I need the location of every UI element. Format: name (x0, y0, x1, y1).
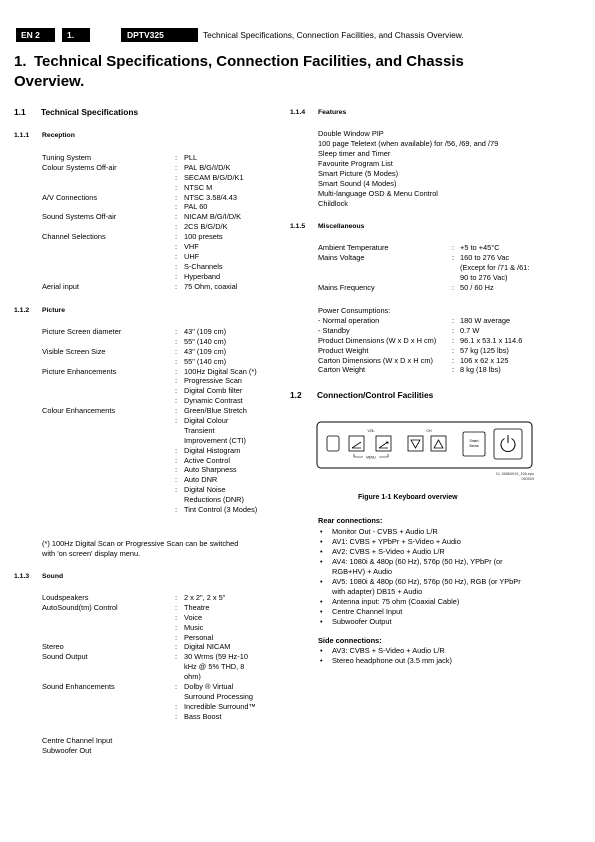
spec-value: 50 / 60 Hz (460, 282, 494, 292)
spec-value: Bass Boost (184, 711, 222, 721)
spec-label: Stereo (42, 642, 64, 652)
spec-row (42, 347, 257, 357)
spec-label (42, 272, 175, 282)
spec-colon: : (175, 701, 178, 711)
spec-row (42, 173, 244, 183)
spec-row (318, 365, 522, 375)
spec-value: 43" (109 cm) (184, 327, 227, 336)
spec-label: Tuning System (42, 153, 92, 162)
spec-label: - Normal operation (318, 316, 380, 325)
spec-row (318, 273, 529, 283)
spec-colon: : (175, 632, 178, 642)
spec-label (42, 623, 175, 633)
connection-item: • Centre Channel Input (318, 607, 521, 617)
spec-value: UHF (184, 251, 200, 261)
spec-value: Auto DNR (184, 475, 218, 485)
spec-colon: : (452, 325, 455, 335)
section-heading-1-1: 1.1 Technical Specifications (14, 107, 139, 117)
misc-spec-table (318, 243, 529, 292)
connection-item: • Stereo headphone out (3.5 mm jack) (318, 656, 452, 666)
title-line-2: Overview. (14, 73, 85, 90)
heading-sound: 1.1.3 Sound (14, 573, 64, 580)
spec-row (318, 336, 522, 346)
spec-colon: : (175, 455, 178, 465)
picture-spec-table (42, 327, 257, 515)
channel-down-button[interactable] (408, 436, 423, 451)
spec-colon: : (175, 366, 178, 376)
features-list (318, 129, 498, 209)
spec-label (42, 222, 175, 232)
spec-colon: : (452, 355, 455, 365)
spec-value: Theatre (184, 602, 210, 612)
spec-row (42, 376, 257, 386)
spec-label: Channel Selections (42, 232, 106, 242)
spec-row (42, 505, 257, 515)
spec-colon: : (175, 711, 178, 721)
spec-value: 55" (140 cm) (184, 336, 227, 346)
spec-row (42, 652, 256, 662)
spec-label: Ambient Temperature (318, 243, 389, 252)
spec-label (42, 456, 175, 466)
title-number: 1. (14, 53, 27, 70)
spec-value: 106 x 62 x 125 (460, 355, 509, 365)
power-consumption-title: Power Consumptions: (318, 306, 391, 315)
svg-text:Sense: Sense (469, 444, 479, 448)
picture-footnote: (*) 100Hz Digital Scan or Progressive Scan can be switched with 'on screen' display menu. (42, 539, 239, 558)
spec-colon: : (175, 232, 178, 242)
spec-row (318, 346, 522, 356)
spec-colon: : (452, 243, 455, 252)
spec-colon: : (175, 642, 178, 652)
spec-label: Carton Weight (318, 365, 366, 375)
spec-value: 43" (109 cm) (184, 346, 227, 356)
spec-value: Improvement (CTI) (184, 435, 247, 445)
figure-code: CL 36860019_106.eps 040903 (495, 472, 534, 481)
sound-extra: Centre Channel Input Subwoofer Out (42, 736, 113, 755)
spec-row (42, 396, 257, 406)
spec-label (42, 712, 175, 722)
page-number-box: EN 2 (16, 28, 55, 42)
spec-row (42, 367, 257, 377)
spec-row (42, 202, 244, 212)
heading-misc: 1.1.5 Miscellaneous (290, 223, 365, 230)
spec-value: 8 kg (18 lbs) (460, 365, 501, 375)
spec-label: Sound Systems Off-air (42, 212, 117, 222)
spec-row (42, 613, 256, 623)
spec-colon: : (175, 192, 178, 202)
heading-reception: 1.1.1 Reception (14, 132, 75, 139)
spec-colon: : (175, 485, 178, 495)
spec-row (42, 222, 244, 232)
spec-colon: : (175, 652, 178, 662)
spec-row (42, 282, 244, 292)
rear-connections-title: Rear connections: (318, 516, 383, 525)
spec-label: Colour Enhancements (42, 406, 116, 416)
spec-label: A/V Connections (42, 192, 98, 202)
spec-colon: : (452, 282, 455, 292)
spec-value: NICAM B/G/I/D/K (184, 212, 242, 222)
spec-colon: : (175, 612, 178, 622)
feature-item: Smart Sound (4 Modes) (318, 179, 397, 188)
spec-colon: : (452, 316, 455, 325)
spec-value: Progressive Scan (184, 376, 242, 386)
spec-value: Hyperband (184, 271, 221, 281)
spec-value: +5 to +45°C (460, 243, 500, 252)
spec-label (42, 386, 175, 396)
spec-value: VHF (184, 242, 199, 252)
spec-value: Digital Noise (184, 485, 226, 495)
spec-label: Colour Systems Off-air (42, 162, 117, 172)
spec-value: 180 W average (460, 316, 511, 325)
spec-colon: : (175, 445, 178, 455)
spec-label (318, 263, 452, 273)
spec-row (42, 446, 257, 456)
spec-row (42, 153, 244, 163)
spec-row (318, 263, 529, 273)
volume-up-button[interactable] (376, 436, 391, 451)
smart-sense-button[interactable] (463, 432, 485, 456)
spec-row (318, 316, 522, 326)
connection-item: • Subwoofer Output (318, 617, 521, 627)
spec-value: 90 to 276 Vac) (460, 272, 508, 282)
spec-label (42, 183, 175, 193)
connection-item: • AV2: CVBS + S-Video + Audio L/R (318, 547, 521, 557)
spec-colon: : (175, 261, 178, 271)
sound-spec-table (42, 593, 256, 722)
spec-label: Picture Screen diameter (42, 327, 122, 336)
spec-colon: : (175, 172, 178, 182)
spec-label (42, 446, 175, 456)
spec-value: Digital Comb filter (184, 386, 243, 396)
power-spec-table (318, 316, 522, 375)
spec-label: Product Dimensions (W x D x H cm) (318, 335, 437, 345)
spec-row (42, 262, 244, 272)
spec-colon: : (175, 406, 178, 416)
spec-row (42, 672, 256, 682)
spec-label (42, 662, 175, 672)
spec-value: 0.7 W (460, 325, 480, 335)
spec-row (42, 406, 257, 416)
spec-label: AutoSound(tm) Control (42, 602, 118, 612)
spec-label (42, 242, 175, 252)
spec-label: Mains Voltage (318, 252, 365, 262)
spec-label (42, 376, 175, 386)
spec-label (42, 357, 175, 367)
spec-row (42, 163, 244, 173)
spec-row (42, 327, 257, 337)
spec-label (42, 505, 175, 515)
spec-colon (175, 662, 184, 672)
power-button[interactable] (494, 429, 522, 459)
spec-row (42, 436, 257, 446)
spec-row (42, 232, 244, 242)
spec-value: 160 to 276 Vac (460, 252, 510, 262)
spec-row (42, 633, 256, 643)
spec-colon: : (175, 465, 178, 475)
feature-item: Double Window PIP (318, 129, 384, 138)
spec-value: NTSC 3.58/4.43 (184, 192, 237, 202)
spec-label (42, 465, 175, 475)
spec-label (42, 426, 175, 436)
figure-caption: Figure 1-1 Keyboard overview (358, 494, 458, 501)
spec-label: Sound Output (42, 652, 88, 662)
connection-item: • AV4: 1080i & 480p (60 Hz), 576p (50 Hz), YPbPr (or RGB+HV) + Audio (318, 557, 521, 577)
spec-value: Auto Sharpness (184, 465, 237, 475)
spec-colon: : (175, 376, 178, 386)
spec-value: Transient (184, 425, 215, 435)
spec-value: Active Control (184, 455, 231, 465)
spec-colon: : (175, 386, 178, 396)
spec-row (42, 456, 257, 466)
menu-label: MENU (366, 455, 376, 460)
connection-item: • AV3: CVBS + S-Video + Audio L/R (318, 646, 452, 656)
spec-colon: : (175, 396, 178, 406)
spec-label: Sound Enhancements (42, 682, 115, 692)
spec-row (42, 272, 244, 282)
spec-label: Picture Enhancements (42, 366, 117, 376)
spec-label: Aerial input (42, 281, 79, 291)
spec-label: Visible Screen Size (42, 346, 106, 356)
spec-value: Music (184, 622, 204, 632)
spec-row (42, 193, 244, 203)
feature-item: Multi-language OSD & Menu Control (318, 189, 438, 198)
spec-colon: : (175, 327, 178, 336)
spec-value: 96.1 x 53.1 x 114.6 (460, 335, 523, 345)
spec-label (42, 202, 175, 212)
spec-row (42, 426, 257, 436)
spec-value: Incredible Surround™ (184, 701, 256, 711)
spec-label (42, 252, 175, 262)
spec-colon: : (175, 182, 178, 192)
feature-item: Sleep timer and Timer (318, 149, 391, 158)
spec-colon (175, 672, 184, 682)
spec-label (42, 485, 175, 495)
spec-value: Digital Colour (184, 416, 229, 426)
sensor-window (327, 436, 339, 451)
spec-colon: : (175, 202, 178, 212)
spec-row (318, 243, 529, 253)
spec-value: PLL (184, 153, 198, 162)
spec-value: 2 x 2", 2 x 5" (184, 593, 226, 602)
spec-label (42, 416, 175, 426)
spec-label (318, 273, 452, 283)
spec-colon: : (175, 593, 178, 602)
spec-colon: : (175, 222, 178, 232)
spec-row (42, 242, 244, 252)
spec-row (42, 593, 256, 603)
spec-colon: : (175, 281, 178, 291)
spec-value: 55" (140 cm) (184, 356, 227, 366)
spec-row (42, 682, 256, 692)
spec-colon: : (175, 475, 178, 485)
spec-colon (175, 495, 184, 505)
svg-text:Smart: Smart (469, 439, 479, 443)
connection-item: • Antenna input: 75 ohm (Coaxial Cable) (318, 597, 521, 607)
spec-value: ohm) (184, 672, 201, 682)
spec-label (42, 396, 175, 406)
section-heading-1-2: 1.2 Connection/Control Facilities (290, 390, 434, 400)
spec-colon: : (452, 252, 455, 262)
spec-value: Digital Histogram (184, 445, 241, 455)
spec-row (318, 283, 529, 293)
spec-colon (175, 426, 184, 436)
spec-value: 30 Wrms (59 Hz-10 (184, 652, 248, 662)
spec-label: Mains Frequency (318, 282, 375, 292)
spec-colon: : (175, 336, 178, 346)
spec-label (42, 495, 175, 505)
header-title: Technical Specifications, Connection Facilities, and Chassis Overview. (203, 30, 464, 40)
spec-row (42, 386, 257, 396)
spec-value: (Except for /71 & /61: (460, 262, 530, 272)
side-connections-title: Side connections: (318, 636, 382, 645)
side-connections-list (318, 646, 452, 666)
volume-down-button[interactable] (349, 436, 364, 451)
spec-value: 100 presets (184, 232, 223, 242)
spec-row (42, 495, 257, 505)
spec-row (42, 692, 256, 702)
keyboard-overview-figure (316, 421, 533, 471)
spec-value: SECAM B/G/D/K1 (184, 172, 244, 182)
spec-value: Voice (184, 612, 203, 622)
feature-item: Smart Picture (5 Modes) (318, 169, 399, 178)
spec-row (42, 642, 256, 652)
spec-value: 2CS B/G/D/K (184, 222, 228, 232)
spec-colon (452, 263, 460, 273)
spec-value: 57 kg (125 lbs) (460, 345, 509, 355)
feature-item: Childlock (318, 199, 348, 208)
spec-value: S-Channels (184, 261, 223, 271)
spec-colon: : (452, 345, 455, 355)
spec-value: 75 Ohm, coaxial (184, 281, 238, 291)
title-line-1: Technical Specifications, Connection Facilities, and Chassis (34, 53, 464, 70)
spec-row (42, 337, 257, 347)
heading-picture: 1.1.2 Picture (14, 307, 66, 314)
spec-colon (452, 273, 460, 283)
spec-value: NTSC M (184, 182, 213, 192)
spec-value: Personal (184, 632, 214, 642)
spec-row (318, 326, 522, 336)
spec-colon: : (175, 251, 178, 261)
spec-colon: : (175, 602, 178, 612)
spec-colon: : (175, 622, 178, 632)
spec-label (42, 692, 175, 702)
spec-value: Green/Blue Stretch (184, 406, 247, 416)
spec-label (42, 633, 175, 643)
channel-up-button[interactable] (431, 436, 446, 451)
spec-label (42, 702, 175, 712)
feature-item: Favourite Program List (318, 159, 393, 168)
spec-label: Carton Dimensions (W x D x H cm) (318, 355, 433, 365)
spec-value: 100Hz Digital Scan (*) (184, 366, 257, 376)
spec-value: Surround Processing (184, 691, 254, 701)
spec-colon (175, 692, 184, 702)
connection-item: • AV1: CVBS + YPbPr + S-Video + Audio (318, 537, 521, 547)
spec-row (42, 465, 257, 475)
spec-row (42, 662, 256, 672)
spec-label (42, 672, 175, 682)
spec-label (42, 436, 175, 446)
feature-item: 100 page Teletext (when available) for /56, /69, and /79 (318, 139, 499, 148)
spec-value: Dolby ® Virtual (184, 682, 234, 692)
spec-colon: : (175, 505, 178, 515)
spec-colon: : (175, 682, 178, 692)
spec-value: kHz @ 5% THD, 8 (184, 662, 245, 672)
spec-row (318, 356, 522, 366)
spec-row (42, 485, 257, 495)
spec-row (42, 623, 256, 633)
spec-value: Digital NICAM (184, 642, 231, 652)
spec-label: Product Weight (318, 345, 369, 355)
spec-row (42, 212, 244, 222)
spec-label: Loudspeakers (42, 593, 89, 602)
spec-value: Reductions (DNR) (184, 495, 244, 505)
spec-value: Tint Control (3 Modes) (184, 505, 258, 515)
spec-row (318, 253, 529, 263)
spec-colon: : (175, 212, 178, 222)
ch-label: CH (426, 429, 432, 433)
spec-row (42, 603, 256, 613)
reception-spec-table (42, 153, 244, 291)
spec-colon: : (175, 416, 178, 426)
spec-value: PAL 60 (184, 202, 208, 212)
model-box: DPTV325 (121, 28, 198, 42)
spec-label (42, 337, 175, 347)
spec-colon: : (175, 356, 178, 366)
spec-label: - Standby (318, 325, 350, 335)
spec-colon: : (452, 365, 455, 375)
spec-colon: : (175, 271, 178, 281)
connection-item: • Monitor Out - CVBS + Audio L/R (318, 527, 521, 537)
spec-row (42, 357, 257, 367)
spec-row (42, 416, 257, 426)
spec-row (42, 475, 257, 485)
spec-colon: : (175, 242, 178, 252)
spec-colon: : (175, 162, 178, 172)
spec-row (42, 702, 256, 712)
vol-label: VOL (367, 429, 375, 433)
spec-value: PAL B/G/I/D/K (184, 162, 231, 172)
page-title (14, 52, 534, 92)
spec-colon: : (175, 346, 178, 356)
spec-row (42, 712, 256, 722)
spec-colon: : (175, 153, 178, 162)
connection-item: • AV5: 1080i & 480p (60 Hz), 576p (50 Hz), RGB (or YPbPr with adapter) DB15 + Audio (318, 577, 521, 597)
spec-colon: : (452, 335, 455, 345)
spec-label (42, 475, 175, 485)
heading-features: 1.1.4 Features (290, 109, 347, 116)
spec-row (42, 252, 244, 262)
spec-colon (175, 436, 184, 446)
spec-value: Dynamic Contrast (184, 396, 243, 406)
chapter-number-box: 1. (62, 28, 90, 42)
spec-label (42, 262, 175, 272)
spec-row (42, 183, 244, 193)
spec-label (42, 613, 175, 623)
rear-connections-list (318, 527, 521, 627)
spec-label (42, 173, 175, 183)
